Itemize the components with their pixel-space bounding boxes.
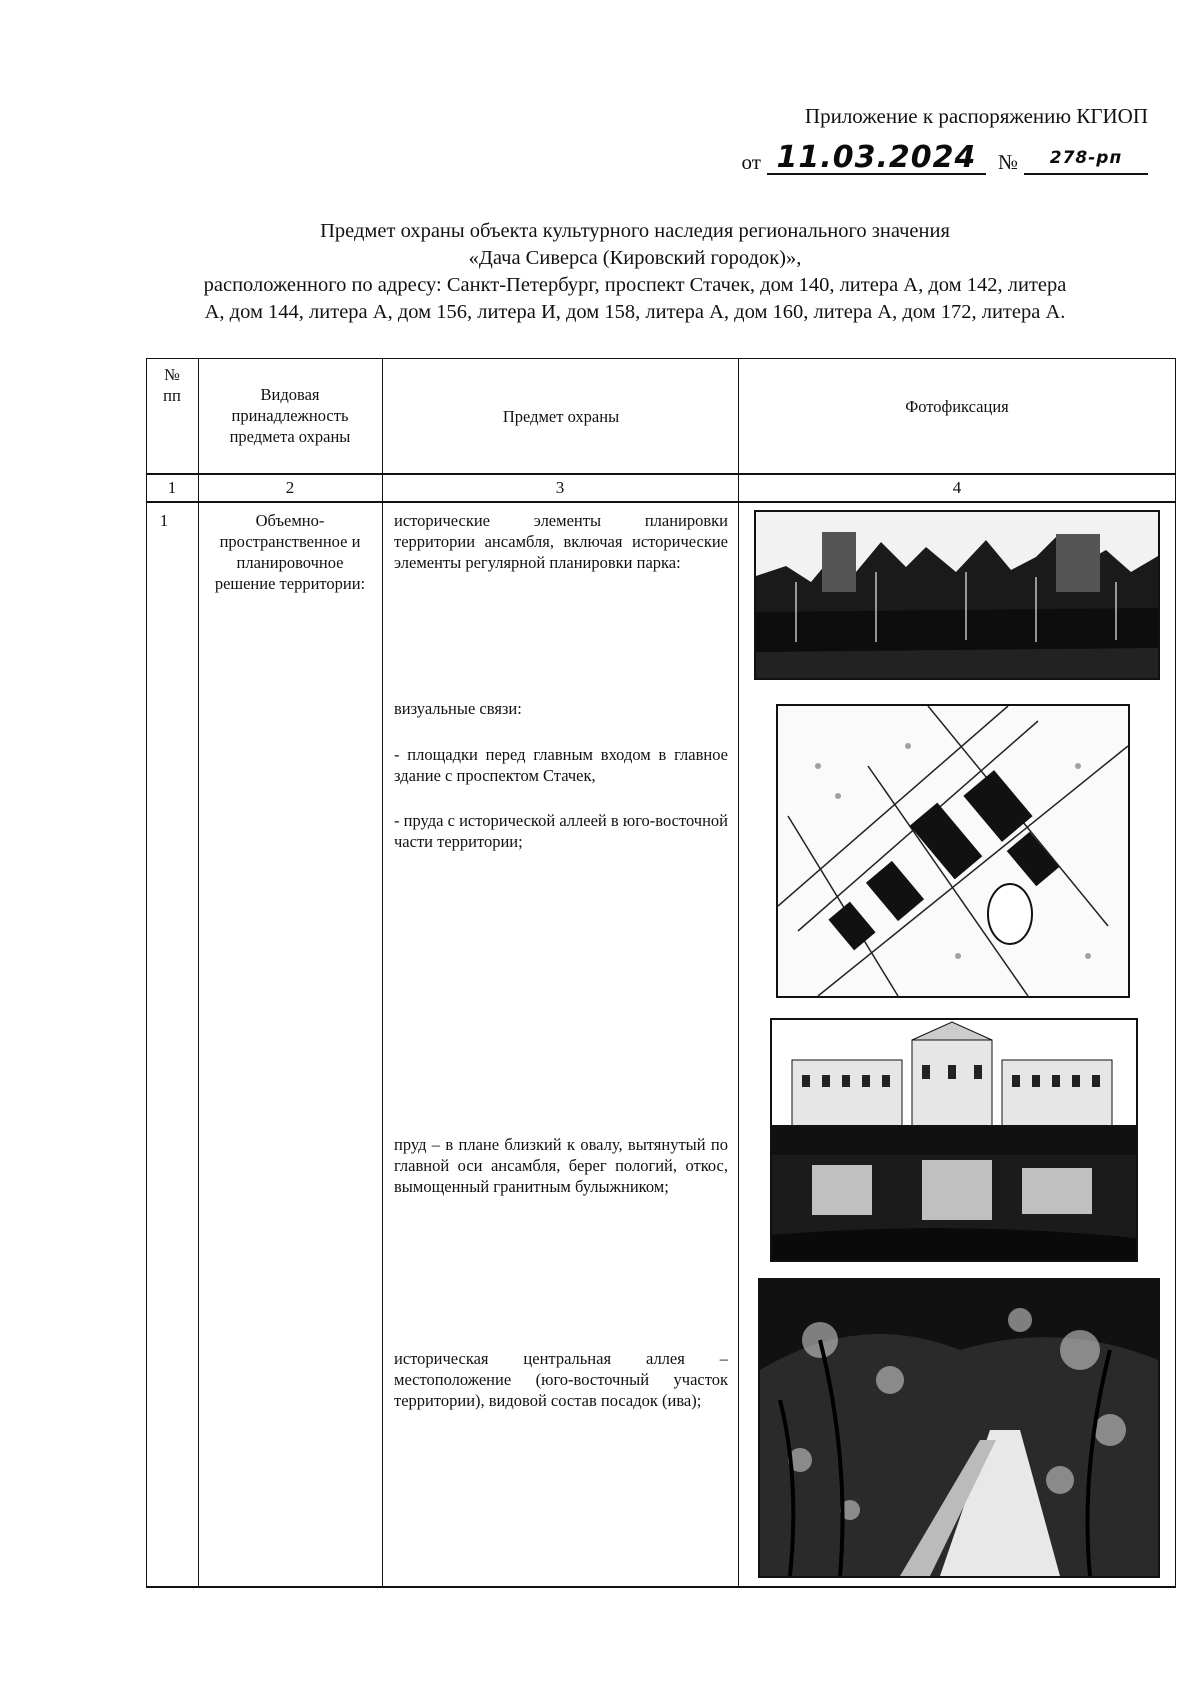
header-bottom-rule: [146, 473, 1176, 475]
item-visual-link-2: - пруда с исторической аллеей в юго-восточной части территории;: [394, 811, 728, 851]
numbers-bottom-rule: [146, 501, 1176, 503]
col-divider-1: [198, 358, 199, 1588]
pond-building-photo: [772, 1020, 1136, 1260]
column-number-1: 1: [167, 478, 177, 497]
title-line-3: расположенного по адресу: Санкт-Петербург, проспект Стачек, дом 140, литера А, дом 142, литера: [203, 274, 1067, 296]
alley-willows-photo: [760, 1280, 1158, 1576]
photo-central-alley: [758, 1278, 1160, 1578]
date-prefix: от: [741, 150, 761, 174]
column-number-2: 2: [285, 478, 295, 497]
title-line-1: Предмет охраны объекта культурного наследия регионального значения: [320, 220, 950, 242]
item-pond: пруд – в плане близкий к овалу, вытянутый по главной оси ансамбля, берег пологий, откос, вымощенный гранитным булыжником;: [394, 1135, 728, 1196]
photo-pond-building: [770, 1018, 1138, 1262]
table-border-bottom: [146, 1586, 1176, 1588]
col-divider-2: [382, 358, 383, 1588]
table-border-top: [146, 358, 1176, 359]
protection-subject-table: [146, 358, 1176, 1588]
row-number: 1: [159, 511, 169, 530]
item-planning: исторические элементы планировки территории ансамбля, включая исторические элементы регулярной планировки парка:: [394, 511, 728, 572]
order-reference: [741, 140, 1148, 175]
table-border-left: [146, 358, 147, 1588]
title-line-2: «Дача Сиверса (Кировский городок)»,: [468, 247, 802, 269]
column-number-3: 3: [555, 478, 565, 497]
site-plan-map: [778, 706, 1128, 996]
document-title: [120, 218, 1150, 326]
order-date: 11.03.2024: [767, 143, 986, 175]
col-divider-3: [738, 358, 739, 1588]
header-photofixation: Фотофиксация: [905, 397, 1009, 416]
site-plan-image: [776, 704, 1130, 998]
header-number-symbol: №: [164, 365, 180, 384]
table-border-right: [1175, 358, 1176, 1588]
header-category: Видовая принадлежность предмета охраны: [229, 385, 351, 446]
number-prefix: №: [997, 150, 1018, 174]
item-visual-links: визуальные связи:: [394, 699, 522, 718]
header-number-pp: пп: [163, 386, 181, 405]
photo-park-trees: [754, 510, 1160, 680]
trees-panorama-photo: [756, 512, 1158, 678]
column-number-4: 4: [952, 478, 962, 497]
item-central-alley: историческая центральная аллея – местоположение (юго-восточный участок территории), видовой состав посадок (ива);: [394, 1349, 728, 1410]
item-visual-link-1: - площадки перед главным входом в главное здание с проспектом Стачек,: [394, 745, 728, 785]
row-category: Объемно-пространственное и планировочное решение территории:: [214, 511, 366, 593]
header-protection-subject: Предмет охраны: [502, 407, 620, 426]
appendix-reference: [742, 104, 1148, 175]
title-line-4: А, дом 144, литера А, дом 156, литера И, дом 158, литера А, дом 160, литера А, дом 172, литера А.: [204, 301, 1066, 323]
order-number: 278-рп: [1024, 143, 1148, 175]
appendix-label: Приложение к распоряжению КГИОП: [804, 104, 1148, 128]
header-number: [148, 364, 196, 406]
